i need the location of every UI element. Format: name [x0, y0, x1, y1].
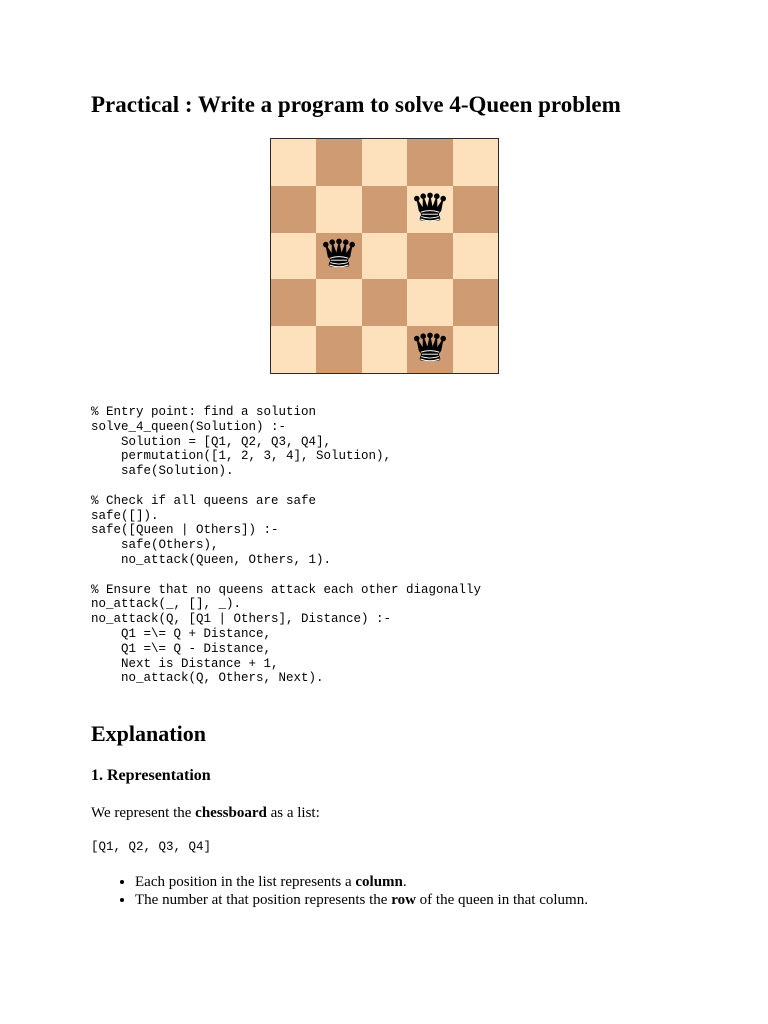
prolog-code-block: % Entry point: find a solution solve_4_queen(Solution) :- Solution = [Q1, Q2, Q3, Q4], permutation([1, 2, 3, 4], Solution), safe(Solution). % Check if all queens are safe safe([]). safe([Queen | Others]) :- safe(Others), no_attack(Queen, Others, 1). % Ensure that no queens attack each other diagonally no_attack(_, [], _). no_attack(Q, [Q1 | Others], Distance) :- Q1 =\= Q + Distance, Q1 =\= Q - Distance, Next is Distance + 1, no_attack(Q, Others, Next).: [91, 405, 482, 686]
representation-intro: [91, 805, 320, 822]
board-square: [453, 139, 498, 186]
board-square: [316, 139, 361, 186]
board-square: [453, 279, 498, 326]
board-square: [316, 279, 361, 326]
board-square: [407, 233, 452, 280]
representation-bullets: [91, 873, 588, 909]
intro-text-bold: chessboard: [195, 805, 267, 821]
queen-icon: [412, 329, 448, 370]
board-square: [316, 233, 361, 280]
chessboard: [270, 138, 499, 374]
representation-heading: 1. Representation: [91, 767, 211, 784]
bullet-item: [135, 891, 588, 909]
intro-text-before: We represent the: [91, 805, 196, 821]
board-square: [271, 186, 316, 233]
bullet-text-before: Each position in the list represents a: [135, 874, 356, 890]
board-square: [362, 326, 407, 373]
bullet-item: [135, 873, 588, 891]
board-square: [407, 139, 452, 186]
board-square: [453, 326, 498, 373]
board-square: [271, 326, 316, 373]
bullet-text-after: of the queen in that column.: [415, 892, 588, 908]
board-square: [362, 233, 407, 280]
board-square: [453, 186, 498, 233]
board-square: [362, 139, 407, 186]
intro-text-after: as a list:: [266, 805, 320, 821]
board-square: [407, 279, 452, 326]
board-square: [271, 139, 316, 186]
board-square: [362, 186, 407, 233]
explanation-heading: Explanation: [91, 721, 206, 746]
board-square: [407, 326, 452, 373]
board-square: [271, 233, 316, 280]
queen-icon: [412, 189, 448, 230]
bullet-text-after: .: [402, 874, 407, 890]
queen-icon: [321, 235, 357, 276]
board-square: [316, 326, 361, 373]
list-representation-code: [Q1, Q2, Q3, Q4]: [91, 840, 212, 854]
bullet-text-before: The number at that position represents the: [135, 892, 392, 908]
board-square: [453, 233, 498, 280]
board-square: [407, 186, 452, 233]
board-square: [316, 186, 361, 233]
board-square: [271, 279, 316, 326]
page-title: Practical : Write a program to solve 4-Queen problem: [91, 92, 621, 117]
bullet-text-bold: row: [391, 892, 416, 908]
board-square: [362, 279, 407, 326]
bullet-text-bold: column: [355, 874, 403, 890]
